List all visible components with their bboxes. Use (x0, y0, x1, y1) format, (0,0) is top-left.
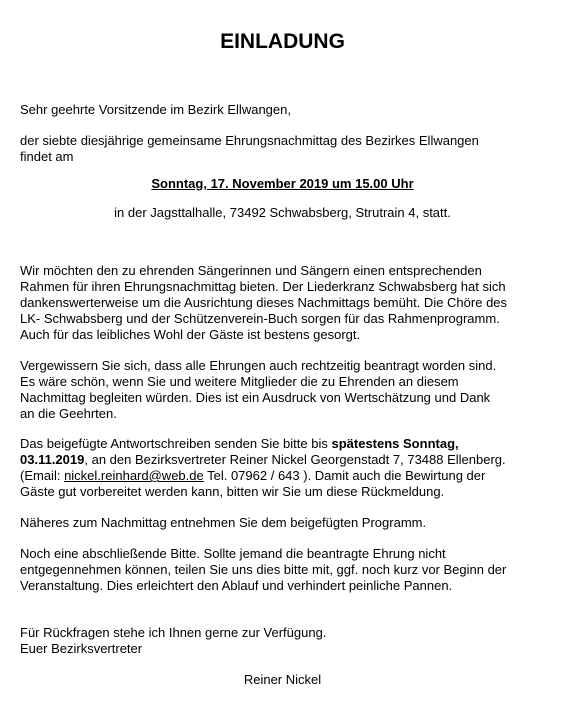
salutation: Sehr geehrte Vorsitzende im Bezirk Ellwangen, (20, 102, 291, 117)
text-line: dankenswerterweise um die Ausrichtung dieses Nachmittags bemüht. Die Chöre des (20, 295, 508, 310)
text-line: Es wäre schön, wenn Sie und weitere Mitglieder die zu Ehrenden an diesem (20, 374, 459, 389)
text-line: Nachmittag begleiten würden. Dies ist ein Ausdruck von Wertschätzung und Dank (20, 390, 491, 405)
intro-line-2: findet am (20, 149, 74, 164)
reply-deadline-date: 03.11.2019 (20, 452, 85, 467)
signature-name: Reiner Nickel (243, 672, 322, 687)
text-line: Wir möchten den zu ehrenden Sängerinnen und Sängern einen entsprechenden (20, 263, 482, 278)
closing-line-2: Euer Bezirksvertreter (20, 641, 143, 656)
text-line: Noch eine abschließende Bitte. Sollte jemand die beantragte Ehrung nicht (20, 546, 446, 561)
document-title: EINLADUNG (220, 30, 345, 53)
text-line: Vergewissern Sie sich, dass alle Ehrungen auch rechtzeitig beantragt worden sind. (20, 358, 497, 373)
text-line (20, 452, 506, 468)
reply-deadline: spätestens Sonntag, (331, 436, 459, 451)
text-line: Auch für das leibliches Wohl der Gäste ist bestens gesorgt. (20, 327, 361, 342)
text-line: Veranstaltung. Dies erleichtert den Ablauf und verhindert peinliche Pannen. (20, 578, 453, 593)
text-line: Gäste gut vorbereitet werden kann, bitten wir Sie um diese Rückmeldung. (20, 484, 445, 499)
reply-text: (Email: (20, 468, 65, 483)
paragraph-program-note: Näheres zum Nachmittag entnehmen Sie dem beigefügten Programm. (20, 515, 427, 530)
text-line: Rahmen für ihren Ehrungsnachmittag bieten. Der Liederkranz Schwabsberg hat sich (20, 279, 506, 294)
event-date: Sonntag, 17. November 2019 um 15.00 Uhr (151, 176, 414, 191)
reply-text: , an den Bezirksvertreter Reiner Nickel Georgenstadt 7, 73488 Ellenberg. (84, 452, 506, 467)
event-location: in der Jagsttalhalle, 73492 Schwabsberg, Strutrain 4, statt. (114, 205, 451, 220)
reply-text: Tel. 07962 / 643 ). Damit auch die Bewirtung der (203, 468, 486, 483)
closing-line-1: Für Rückfragen stehe ich Ihnen gerne zur Verfügung. (20, 625, 327, 640)
text-line: entgegennehmen können, teilen Sie uns dies bitte mit, ggf. noch kurz vor Beginn der (20, 562, 507, 577)
text-line (20, 468, 485, 484)
email-link[interactable]: nickel.reinhard@web.de (64, 468, 204, 483)
reply-text: Das beigefügte Antwortschreiben senden Sie bitte bis (20, 436, 332, 451)
intro-line-1: der siebte diesjährige gemeinsame Ehrungsnachmittag des Bezirkes Ellwangen (20, 133, 479, 148)
text-line (20, 436, 459, 452)
text-line: an die Geehrten. (20, 406, 117, 421)
text-line: LK- Schwabsberg und der Schützenverein-Buch sorgen für das Rahmenprogramm. (20, 311, 500, 326)
